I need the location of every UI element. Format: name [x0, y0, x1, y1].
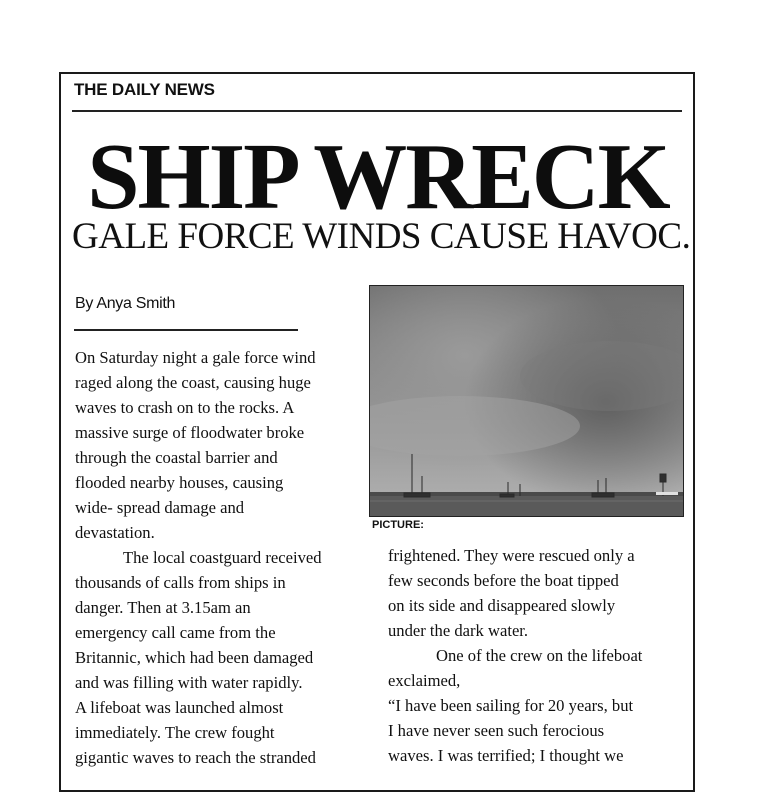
article-line: danger. Then at 3.15am an: [75, 598, 251, 617]
article-line: devastation.: [75, 523, 155, 542]
ship-photo: [369, 285, 684, 517]
article-line: under the dark water.: [388, 621, 529, 640]
article-line: through the coastal barrier and: [75, 448, 278, 467]
article-line: “I have been sailing for 20 years, but: [388, 696, 634, 715]
article-line: waves. I was terrified; I thought we: [388, 746, 624, 765]
byline: By Anya Smith: [75, 295, 176, 312]
byline-divider: [74, 329, 298, 331]
article-line: massive surge of floodwater broke: [75, 423, 305, 442]
article-line: gigantic waves to reach the stranded: [75, 748, 316, 767]
article-line: One of the crew on the lifeboat: [436, 646, 643, 665]
article-line: on its side and disappeared slowly: [388, 596, 616, 615]
article-line: immediately. The crew fought: [75, 723, 275, 742]
article-line: Britannic, which had been damaged: [75, 648, 314, 667]
article-line: raged along the coast, causing huge: [75, 373, 311, 392]
photo-caption: PICTURE:: [372, 519, 424, 531]
article-left-column: [75, 345, 355, 770]
masthead-divider: [72, 110, 682, 112]
article-line: The local coastguard received: [123, 548, 322, 567]
article-line: few seconds before the boat tipped: [388, 571, 619, 590]
article-line: flooded nearby houses, causing: [75, 473, 284, 492]
masthead: THE DAILY NEWS: [74, 80, 215, 99]
headline: SHIP WRECK: [87, 125, 669, 229]
article-line: and was filling with water rapidly.: [75, 673, 303, 692]
article-line: waves to crash on to the rocks. A: [75, 398, 295, 417]
article-line: thousands of calls from ships in: [75, 573, 286, 592]
article-line: emergency call came from the: [75, 623, 276, 642]
article-line: wide- spread damage and: [75, 498, 245, 517]
article-line: A lifeboat was launched almost: [75, 698, 284, 717]
article-line: I have never seen such ferocious: [388, 721, 605, 740]
subheadline: GALE FORCE WINDS CAUSE HAVOC.: [72, 216, 691, 257]
article-right-column: [388, 543, 678, 768]
article-line: exclaimed,: [388, 671, 461, 690]
article-line: frightened. They were rescued only a: [388, 546, 635, 565]
article-line: On Saturday night a gale force wind: [75, 348, 316, 367]
